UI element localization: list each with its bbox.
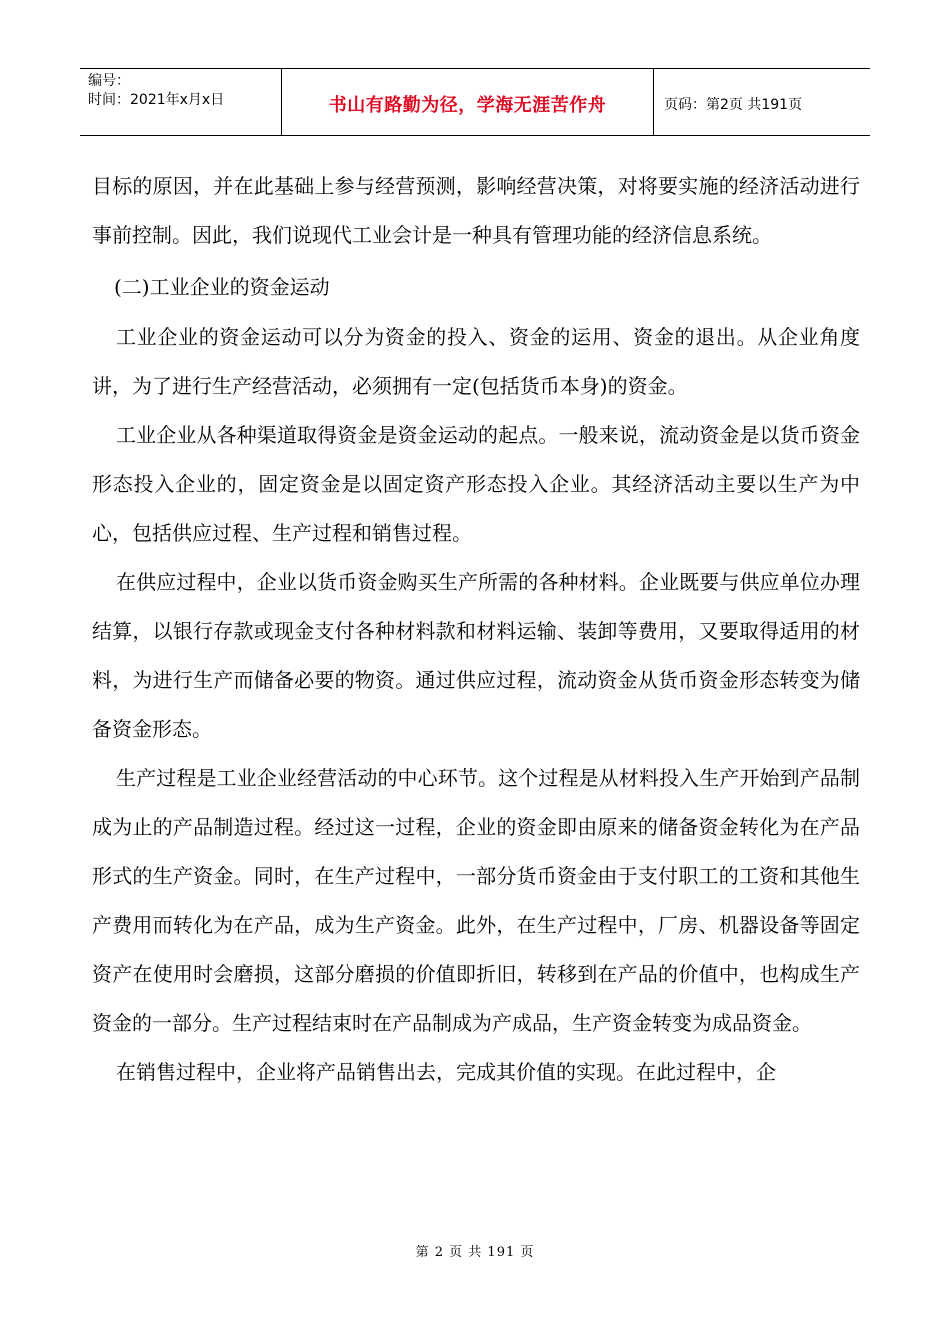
header-motto-cell (282, 69, 654, 135)
paragraph: 工业企业从各种渠道取得资金是资金运动的起点。一般来说，流动资金是以货币资金形态投入企业的，固定资金是以固定资产形态投入企业。其经济活动主要以生产为中心，包括供应过程、生产过程和销售过程。 (92, 423, 860, 545)
page-footer: 第 2 页 共 191 页 (415, 1245, 535, 1260)
page-header (80, 68, 870, 136)
header-page-code: 页码：第2页 共191页 (664, 97, 803, 113)
document-body (92, 162, 860, 1097)
document-number-label: 编号： (88, 73, 130, 89)
section-heading: (二)工业企业的资金运动 (114, 275, 330, 299)
paragraph: 在供应过程中，企业以货币资金购买生产所需的各种材料。企业既要与供应单位办理结算，以银行存款或现金支付各种材料款和材料运输、装卸等费用，又要取得适用的材料，为进行生产而储备必要的物资。通过供应过程，流动资金从货币资金形态转变为储备资金形态。 (92, 570, 860, 741)
paragraph: 工业企业的资金运动可以分为资金的投入、资金的运用、资金的退出。从企业角度讲，为了进行生产经营活动，必须拥有一定(包括货币本身)的资金。 (92, 325, 860, 398)
header-page-code-cell (654, 69, 870, 135)
header-meta (80, 69, 282, 135)
paragraph: 在销售过程中，企业将产品销售出去，完成其价值的实现。在此过程中，企 (116, 1060, 776, 1084)
paragraph: 目标的原因，并在此基础上参与经营预测，影响经营决策，对将要实施的经济活动进行事前控制。因此，我们说现代工业会计是一种具有管理功能的经济信息系统。 (92, 174, 860, 247)
document-date: 时间：2021年x月x日 (88, 92, 225, 108)
paragraph: 生产过程是工业企业经营活动的中心环节。这个过程是从材料投入生产开始到产品制成为止的产品制造过程。经过这一过程，企业的资金即由原来的储备资金转化为在产品形式的生产资金。同时，在生产过程中，一部分货币资金由于支付职工的工资和其他生产费用而转化为在产品，成为生产资金。此外，在生产过程中，厂房、机器设备等固定资产在使用时会磨损，这部分磨损的价值即折旧，转移到在产品的价值中，也构成生产资金的一部分。生产过程结束时在产品制成为产成品，生产资金转变为成品资金。 (92, 766, 860, 1035)
header-motto: 书山有路勤为径，学海无涯苦作舟 (328, 95, 607, 116)
